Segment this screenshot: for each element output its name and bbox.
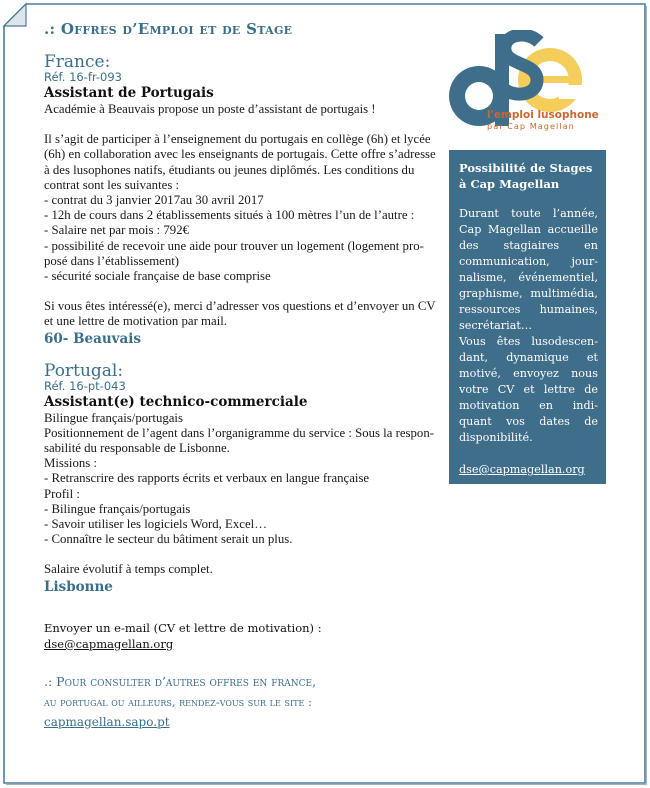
footer-block <box>44 672 444 732</box>
country-heading: France: <box>44 52 111 72</box>
offer-line: Profil : <box>44 486 80 501</box>
logo-tagline-1: l'emploi lusophone <box>487 109 599 121</box>
offer-line: - Bilingue français/portugais <box>44 501 191 516</box>
page-title: .: Offres d’Emploi et de Stage <box>44 20 293 38</box>
condition-item: - sécurité sociale française de base comprise <box>44 269 271 284</box>
logo-graphic <box>447 30 607 138</box>
offer-intro: Académie à Beauvais propose un poste d’assistant de portugais ! <box>44 102 376 116</box>
offer-france <box>44 53 444 348</box>
offer-line: - Connaître le secteur du bâtiment serait un plus. <box>44 532 293 547</box>
condition-item: - 12h de cours dans 2 établissements situés à 100 mètres l’un de l’autre : <box>44 208 415 223</box>
internship-sidebar <box>449 150 606 484</box>
main-content <box>44 16 444 732</box>
condition-item: - possibilité de recevoir une aide pour trouver un logement (logement pro-posé dans l’établissement) <box>44 238 424 268</box>
offer-location: 60- Beauvais <box>44 330 141 347</box>
site-link[interactable]: capmagellan.sapo.pt <box>44 714 170 729</box>
sidebar-body-1: Durant toute l’année, Cap Magellan accueille des stagiaires en communication, jour-nalisme, événementiel, graphisme, multimédia, ressources humaines, secrétariat… <box>459 207 598 332</box>
logo-tagline-2: par Cap Magellan <box>487 121 575 131</box>
offer-line: - Savoir utiliser les logiciels Word, Excel… <box>44 517 267 532</box>
condition-item: - contrat du 3 janvier 2017au 30 avril 2017 <box>44 193 264 208</box>
job-title: Assistant de Portugais <box>44 85 214 101</box>
offer-reference: Réf. 16-fr-093 <box>44 70 122 84</box>
offer-portugal <box>44 362 444 596</box>
dse-logo <box>447 30 607 138</box>
offer-reference: Réf. 16-pt-043 <box>44 378 126 393</box>
offer-line: Missions : <box>44 456 97 471</box>
contact-email-link[interactable]: dse@capmagellan.org <box>44 636 174 651</box>
salary-info: Salaire évolutif à temps complet. <box>44 562 213 577</box>
offer-description: Il s’agit de participer à l’enseignement du portugais en collège (6h) et lycée (6h) en collaboration avec les enseignants de portugais. Cette offre s’adresse à des lusophones natifs, étudiants ou jeunes diplômés. Les conditions du contrat sont les suivantes : <box>44 132 436 192</box>
footer-line-1: .: Pour consulter d’autres offres en france, <box>44 673 317 689</box>
offer-line: - Retranscrire des rapports écrits et verbaux en langue française <box>44 471 370 486</box>
contact-block <box>44 620 444 652</box>
sidebar-title: Possibilité de Stages à Cap Magellan <box>459 161 593 191</box>
offer-line: Positionnement de l’agent dans l’organigramme du service : Sous la respon-sabilité du responsable de Lisbonne. <box>44 425 434 456</box>
sidebar-email-link[interactable]: dse@capmagellan.org <box>459 463 585 476</box>
sidebar-body-2: Vous êtes lusodescen-dant, dynamique et motivé, envoyez nous votre CV et lettre de motivation en indi-quant vos dates de disponibilité. <box>459 335 598 444</box>
apply-instructions: Si vous êtes intéressé(e), merci d’adresser vos questions et d’envoyer un CV et une lettre de motivation par mail. <box>44 299 436 329</box>
offer-line: Bilingue français/portugais <box>44 410 183 425</box>
job-title: Assistant(e) technico-commerciale <box>44 393 308 410</box>
contact-label: Envoyer un e-mail (CV et lettre de motivation) : <box>44 620 322 635</box>
country-heading: Portugal: <box>44 360 124 381</box>
offer-location: Lisbonne <box>44 578 113 595</box>
condition-item: - Salaire net par mois : 792€ <box>44 223 189 238</box>
footer-line-2: au portugal ou ailleurs, rendez-vous sur le site : <box>44 694 312 709</box>
